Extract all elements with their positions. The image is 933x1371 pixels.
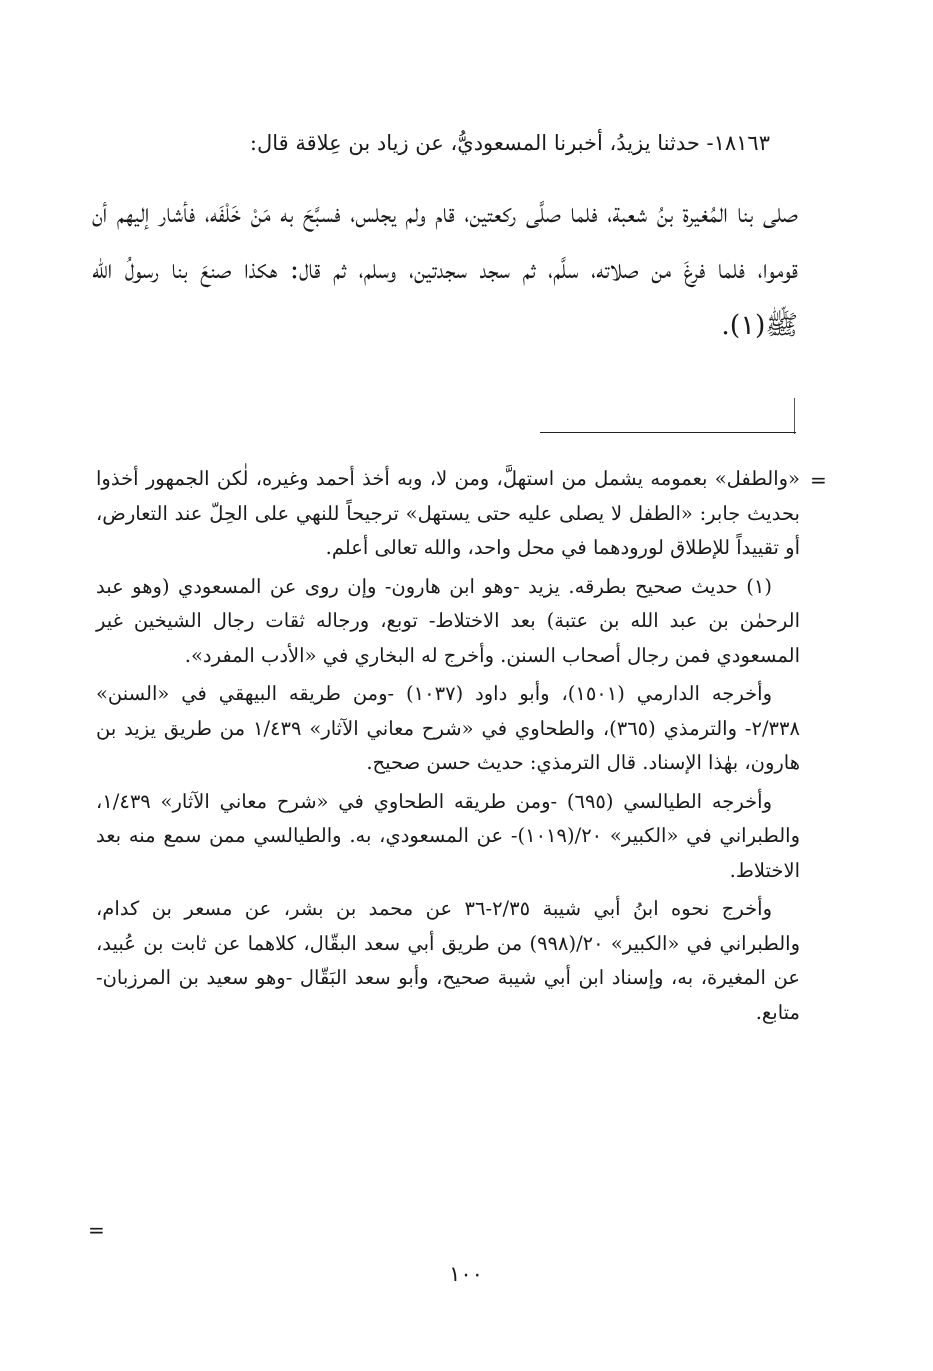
footnotes-section <box>96 462 800 1034</box>
footnote-paragraph: وأخرجه الطيالسي (٦٩٥) -ومن طريقه الطحاوي في «شرح معاني الآثار» ١/٤٣٩، والطبراني في «الكبير» ٢٠/(١٠١٩)- عن المسعودي، به. والطيالسي ممن سمع منه بعد الاختلاط. <box>96 789 800 882</box>
continuation-marker-top: = <box>810 468 827 492</box>
footnote-divider <box>540 432 796 433</box>
footnote-1: (١) حديث صحيح بطرقه. يزيد -وهو ابن هارون- وإن روى عن المسعودي (وهو عبد الرحمٰن بن عبد الله بن عتبة) بعد الاختلاط- توبع، ورجاله ثقات رجال الشيخين غير المسعودي فمن رجال أصحاب السنن. وأخرج له البخاري في «الأدب المفرد». <box>96 574 800 667</box>
hadith-body: صلى بنا المُغيرة بنُ شعبة، فلما صلَّى ركعتين، قام ولم يجلس، فسبَّحَ به مَنْ خَلْفَه، فأشار إليهم أن قوموا، فلما فرغَ من صلاته، سلَّم، ثم سجد سجدتين، وسلم، ثم قال: هكذا صنعَ بنا رسولُ الله ﷺ(١). <box>92 198 798 341</box>
footnote-divider-tick <box>794 398 795 434</box>
footnote-paragraph: وأخرج نحوه ابنُ أبي شيبة ٢/٣٥-٣٦ عن محمد بن بشر، عن مسعر بن كدام، والطبراني في «الكبير» ٢٠/(٩٩٨) من طريق أبي سعد البقّال، كلاهما عن ثابت بن عُبيد، عن المغيرة، به، وإسناد ابن أبي شيبة صحيح، وأبو سعد البَقّال -وهو سعيد بن المرزبان- متابع. <box>96 897 800 1024</box>
footnote-paragraph: وأخرجه الدارمي (١٥٠١)، وأبو داود (١٠٣٧) -ومن طريقه البيهقي في «السنن» ٢/٣٣٨- والترمذي (٣٦٥)، والطحاوي في «شرح معاني الآثار» ١/٤٣٩ من طريق يزيد بن هارون، بهٰذا الإسناد. قال الترمذي: حديث حسن صحيح. <box>96 682 800 774</box>
hadith-header: ١٨١٦٣- حدثنا يزيدُ، أخبرنا المسعوديُّ، عن زياد بن عِلاقة قال: <box>249 131 770 155</box>
page-number: ١٠٠ <box>449 1262 483 1286</box>
hadith-text <box>92 186 798 354</box>
footnote-continued: «والطفل» بعمومه يشمل من استهلَّ، ومن لا، وبه أخذ أحمد وغيره، لٰكن الجمهور أخذوا بحديث جابر: «الطفل لا يصلى عليه حتى يستهل» ترجيحاً للنهي على الحِلّ عند التعارض، أو تقييداً للإطلاق لورودهما في محل واحد، والله تعالى أعلم. <box>96 467 800 559</box>
continuation-marker-bottom: = <box>88 1218 105 1242</box>
